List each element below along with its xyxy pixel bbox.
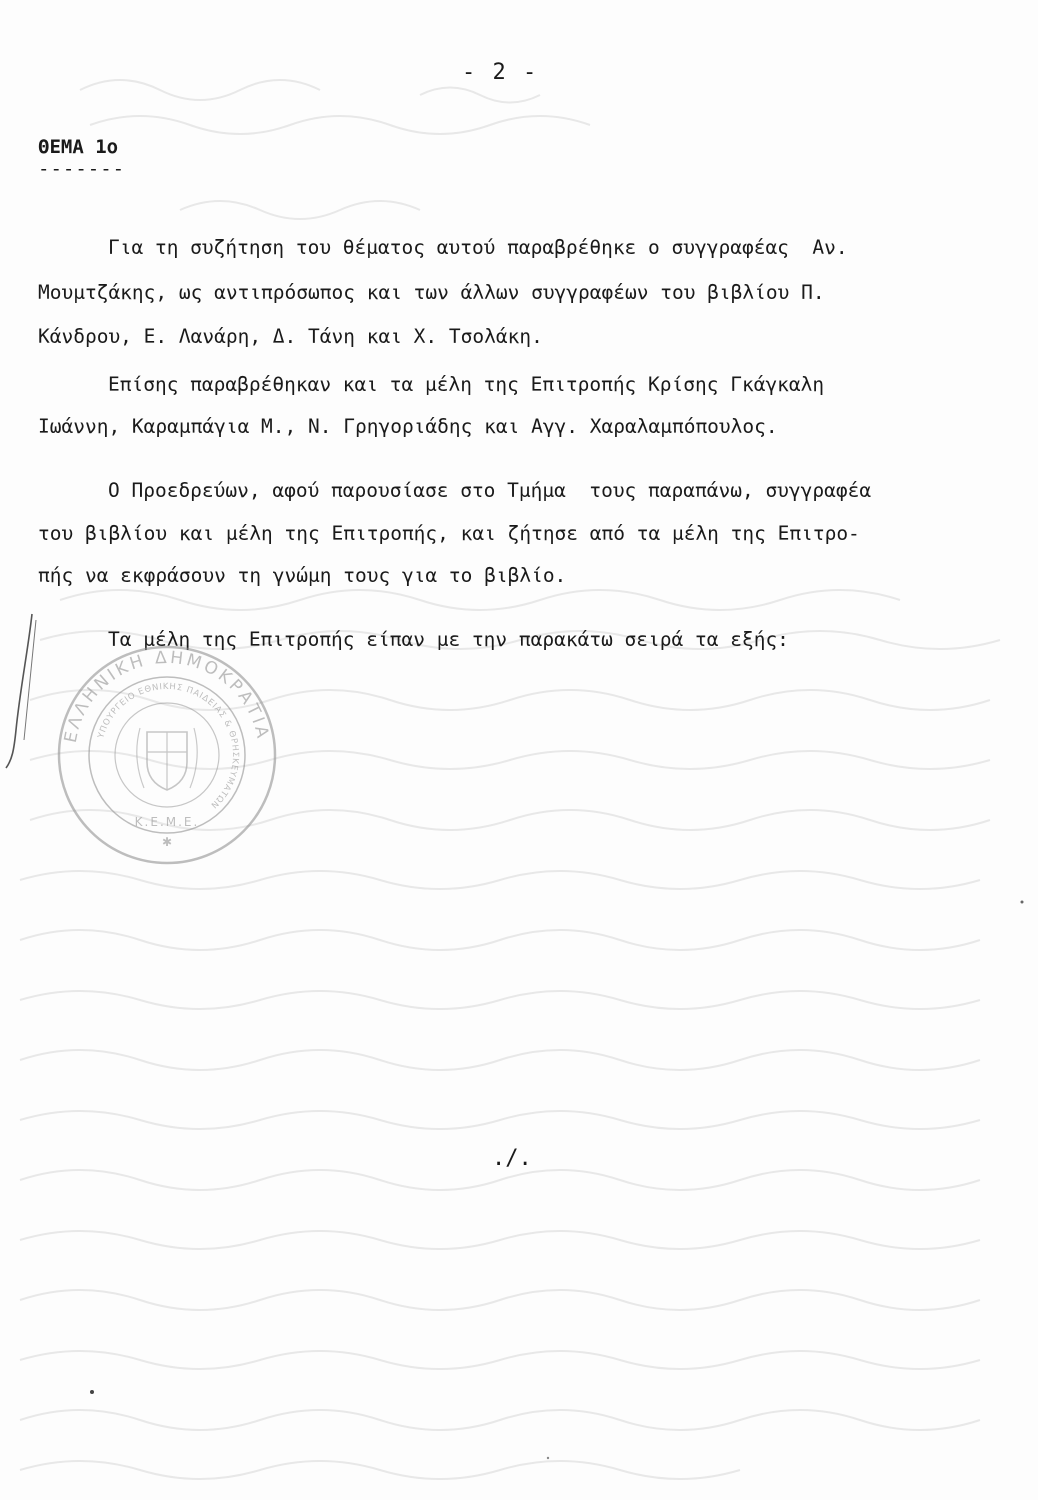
svg-text:Κ.Ε.Μ.Ε.: Κ.Ε.Μ.Ε. — [134, 815, 200, 829]
section-heading: ΘΕΜΑ 1ο — [38, 136, 119, 158]
continuation-mark: ./. — [492, 1146, 532, 1171]
svg-text:✱: ✱ — [161, 835, 173, 849]
margin-pen-mark-icon — [2, 610, 42, 770]
paragraph-1-line-3: Κάνδρου, Ε. Λανάρη, Δ. Τάνη και Χ. Τσολάκη. — [38, 325, 543, 348]
paragraph-3-line-2: του βιβλίου και μέλη της Επιτροπής, και ζήτησε από τα μέλη της Επιτρο- — [38, 522, 860, 545]
svg-text:ΕΛΛΗΝΙΚΗ ΔΗΜΟΚΡΑΤΙΑ: ΕΛΛΗΝΙΚΗ ΔΗΜΟΚΡΑΤΙΑ — [60, 647, 273, 745]
paragraph-2-line-2: Ιωάννη, Καραμπάγια Μ., Ν. Γρηγοριάδης και Αγγ. Χαραλαμπόπουλος. — [38, 415, 778, 438]
page-number: - 2 - — [462, 60, 539, 85]
paragraph-2-line-1: Επίσης παραβρέθηκαν και τα μέλη της Επιτροπής Κρίσης Γκάγκαλη — [108, 373, 825, 396]
paragraph-1-line-2: Μουμτζάκης, ως αντιπρόσωπος και των άλλων συγγραφέων του βιβλίου Π. — [38, 281, 825, 304]
official-seal-icon — [52, 640, 282, 870]
paragraph-4-line-1: Τα μέλη της Επιτροπής είπαν με την παρακάτω σειρά τα εξής: — [108, 628, 789, 651]
paragraph-3-line-1: Ο Προεδρεύων, αφού παρουσίασε στο Τμήμα τους παραπάνω, συγγραφέα — [108, 479, 872, 502]
paragraph-1-line-1: Για τη συζήτηση του θέματος αυτού παραβρέθηκε ο συγγραφέας Αν. — [108, 236, 848, 259]
heading-underline: ------- — [38, 158, 126, 180]
svg-text:ΥΠΟΥΡΓΕΙΟ ΕΘΝΙΚΗΣ ΠΑΙΔΕΙΑΣ & Θ: ΥΠΟΥΡΓΕΙΟ ΕΘΝΙΚΗΣ ΠΑΙΔΕΙΑΣ & ΘΡΗΣΚΕΥΜΑΤΩΝ — [96, 681, 241, 811]
paragraph-3-line-3: πής να εκφράσουν τη γνώμη τους για το βιβλίο. — [38, 564, 567, 587]
